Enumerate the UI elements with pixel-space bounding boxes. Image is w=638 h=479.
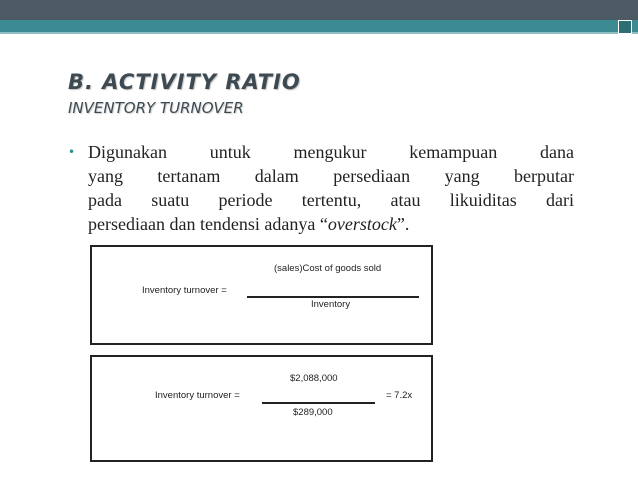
header-corner-square bbox=[618, 20, 632, 34]
slide-title: B. ACTIVITY RATIO bbox=[68, 70, 301, 94]
example-fraction-bar bbox=[262, 402, 375, 404]
header-band-teal bbox=[0, 20, 638, 32]
formula-fraction-bar bbox=[247, 296, 419, 298]
example-numerator: $2,088,000 bbox=[290, 373, 338, 384]
example-label: Inventory turnover = bbox=[155, 390, 240, 401]
header-band bbox=[0, 0, 638, 40]
formula-box bbox=[90, 245, 433, 345]
overstock-emphasis: overstock bbox=[327, 214, 397, 234]
bullet-icon: • bbox=[68, 145, 76, 159]
paragraph-line-3: pada suatu periode tertentu, atau likuiditas dari bbox=[88, 190, 574, 210]
formula-denominator: Inventory bbox=[311, 299, 351, 310]
header-band-dark bbox=[0, 0, 638, 20]
header-band-line bbox=[0, 32, 638, 34]
paragraph-line-4-prefix: persediaan dan tendensi adanya “ bbox=[88, 214, 328, 234]
example-denominator: $289,000 bbox=[293, 407, 333, 418]
example-result: = 7.2x bbox=[386, 390, 413, 401]
bullet-paragraph bbox=[88, 140, 574, 236]
paragraph-line-1: Digunakan untuk mengukur kemampuan dana bbox=[88, 142, 574, 162]
example-box bbox=[90, 355, 433, 462]
formula-label: Inventory turnover = bbox=[142, 285, 227, 296]
formula-numerator: (sales)Cost of goods sold bbox=[274, 263, 382, 274]
slide-subtitle: INVENTORY TURNOVER bbox=[68, 99, 244, 117]
paragraph-line-4 bbox=[88, 212, 574, 236]
paragraph-line-4-suffix: ”. bbox=[396, 214, 410, 234]
paragraph-line-2: yang tertanam dalam persediaan yang berputar bbox=[88, 166, 574, 186]
